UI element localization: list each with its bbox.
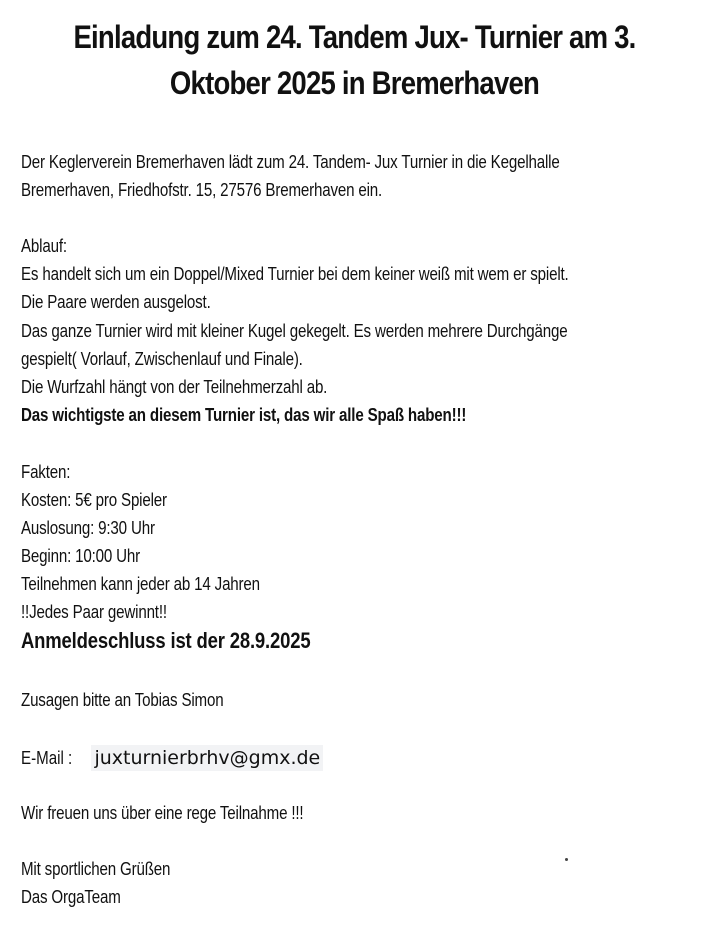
fakten-auslosung: Auslosung: 9:30 Uhr <box>21 518 155 538</box>
ablauf-line: Die Wurfzahl hängt von der Teilnehmerzahl ab. <box>21 377 328 397</box>
zusagen-line: Zusagen bitte an Tobias Simon <box>21 690 224 710</box>
fakten-heading: Fakten: <box>21 462 71 482</box>
ablauf-line: gespielt( Vorlauf, Zwischenlauf und Finale). <box>21 349 303 369</box>
ablauf-heading: Ablauf: <box>21 236 67 256</box>
ablauf-line: Es handelt sich um ein Doppel/Mixed Turnier bei dem keiner weiß mit wem er spielt. <box>21 264 569 284</box>
fakten-beginn: Beginn: 10:00 Uhr <box>21 546 141 566</box>
fakten-kosten: Kosten: 5€ pro Spieler <box>21 490 167 510</box>
email-link[interactable]: juxturnierbrhv@gmx.de <box>91 745 323 771</box>
fakten-teilnahme: Teilnehmen kann jeder ab 14 Jahren <box>21 574 260 594</box>
title-line-2: Oktober 2025 in Bremerhaven <box>169 65 540 101</box>
title-line-1: Einladung zum 24. Tandem Jux- Turnier am 3. <box>73 19 636 55</box>
team-line: Das OrgaTeam <box>21 887 121 907</box>
ablauf-line: Das ganze Turnier wird mit kleiner Kugel gekegelt. Es werden mehrere Durchgänge <box>21 321 568 341</box>
ablauf-line: Die Paare werden ausgelost. <box>21 292 211 312</box>
page-title <box>67 14 642 106</box>
deadline: Anmeldeschluss ist der 28.9.2025 <box>21 628 311 653</box>
ablauf-highlight: Das wichtigste an diesem Turnier ist, das wir alle Spaß haben!!! <box>21 405 467 425</box>
fakten-gewinn: !!Jedes Paar gewinnt!! <box>21 602 167 622</box>
email-row <box>21 745 323 771</box>
email-label: E-Mail : <box>21 748 73 768</box>
gruss-line: Mit sportlichen Grüßen <box>21 859 171 879</box>
intro-line-1: Der Keglerverein Bremerhaven lädt zum 24. Tandem- Jux Turnier in die Kegelhalle <box>21 152 560 172</box>
stray-dot <box>565 858 568 861</box>
freude-line: Wir freuen uns über eine rege Teilnahme !!! <box>21 803 304 823</box>
intro-line-2: Bremerhaven, Friedhofstr. 15, 27576 Bremerhaven ein. <box>21 180 383 200</box>
